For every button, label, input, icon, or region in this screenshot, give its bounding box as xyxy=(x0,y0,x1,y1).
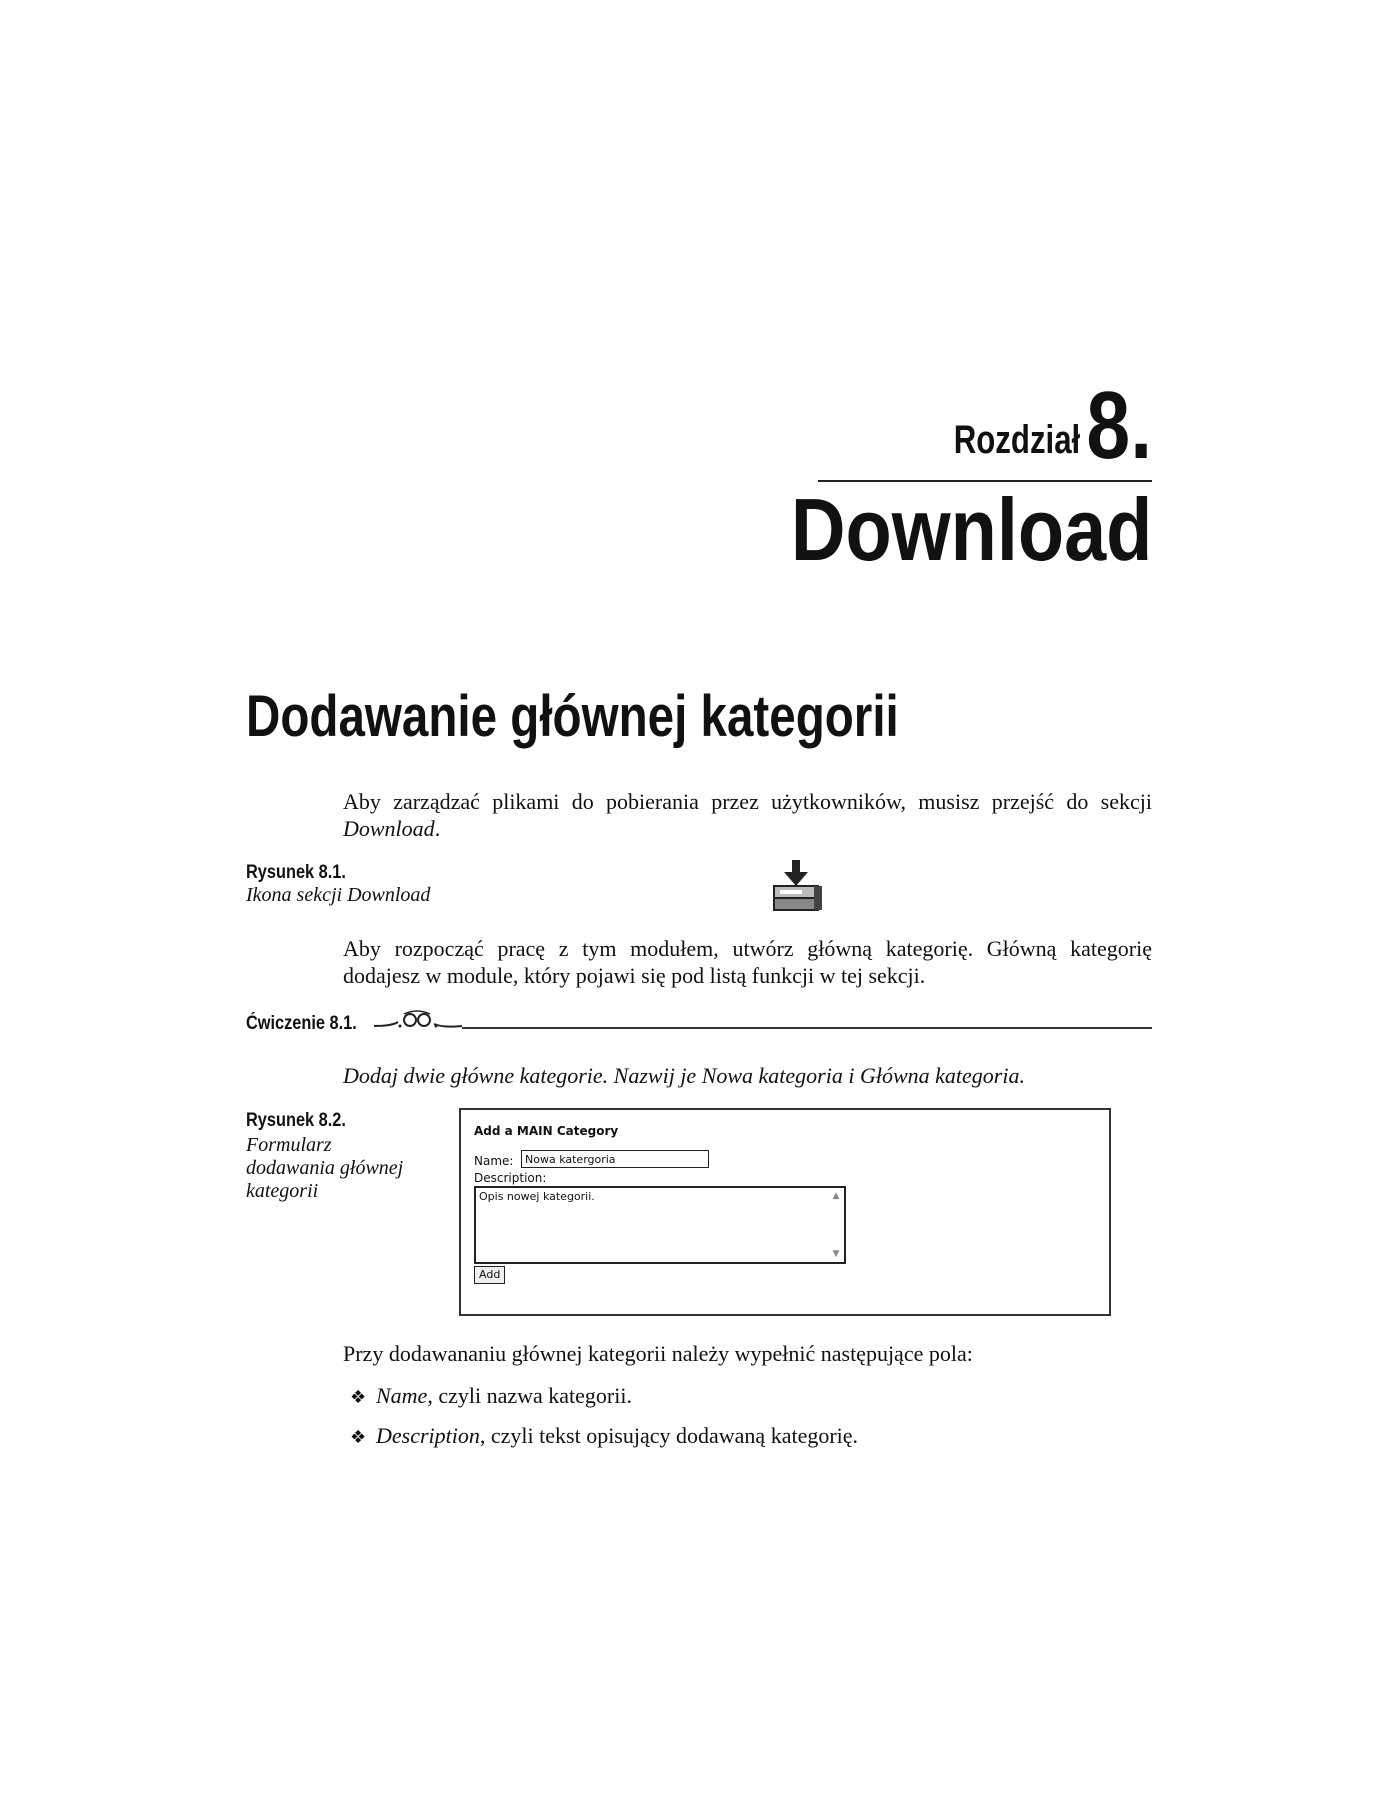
list-item-term: Name xyxy=(376,1383,428,1408)
figure-1-label: Rysunek 8.1. xyxy=(246,862,346,883)
ornament-icon xyxy=(372,1010,464,1032)
add-button[interactable]: Add xyxy=(474,1266,505,1284)
figure-2-caption: Formularz dodawania głównej kategorii xyxy=(246,1134,404,1202)
section-title: Dodawanie głównej kategorii xyxy=(246,684,899,749)
list-item xyxy=(350,1382,632,1411)
list-item-text: , czyli nazwa kategorii. xyxy=(427,1383,632,1408)
bullet-icon: ❖ xyxy=(350,1387,367,1408)
paragraph-intro-end: . xyxy=(434,816,441,841)
add-category-form xyxy=(459,1108,1111,1316)
exercise-rule xyxy=(462,1027,1152,1029)
scroll-down-icon[interactable]: ▼ xyxy=(832,1249,840,1259)
description-textarea[interactable] xyxy=(474,1186,846,1264)
exercise-label: Ćwiczenie 8.1. xyxy=(246,1013,357,1034)
chapter-number: 8. xyxy=(1086,372,1152,479)
list-item-term: Description xyxy=(376,1423,480,1448)
description-label: Description: xyxy=(474,1171,547,1185)
form-title: Add a MAIN Category xyxy=(474,1124,619,1138)
download-icon xyxy=(770,860,826,916)
paragraph-intro-italic: Download xyxy=(343,816,435,841)
paragraph-module: Aby rozpocząć pracę z tym modułem, utwórz główną kategorię. Główną kategorię dodajesz w module, który pojawi się pod listą funkcji w tej sekcji. xyxy=(343,936,1152,988)
figure-1-caption: Ikona sekcji Download xyxy=(246,884,431,906)
chapter-title: Download xyxy=(790,480,1152,579)
name-input[interactable]: Nowa katergoria xyxy=(521,1150,709,1168)
scroll-up-icon[interactable]: ▲ xyxy=(832,1191,840,1201)
paragraph-intro-text: Aby zarządzać plikami do pobierania przez użytkowników, musisz przejść do sekcji xyxy=(343,789,1152,814)
list-item-text: , czyli tekst opisujący dodawaną kategorię. xyxy=(479,1423,859,1448)
name-label: Name: xyxy=(474,1154,514,1168)
chapter-word: Rozdział xyxy=(953,418,1080,462)
paragraph-fields: Przy dodawananiu głównej kategorii należy wypełnić następujące pola: xyxy=(343,1341,973,1366)
bullet-icon: ❖ xyxy=(350,1427,367,1448)
exercise-task: Dodaj dwie główne kategorie. Nazwij je Nowa kategoria i Główna kategoria. xyxy=(343,1063,1025,1088)
list-item xyxy=(350,1422,858,1451)
figure-2-label: Rysunek 8.2. xyxy=(246,1110,346,1131)
description-value: Opis nowej kategorii. xyxy=(479,1190,595,1203)
paragraph-intro xyxy=(343,788,1152,842)
